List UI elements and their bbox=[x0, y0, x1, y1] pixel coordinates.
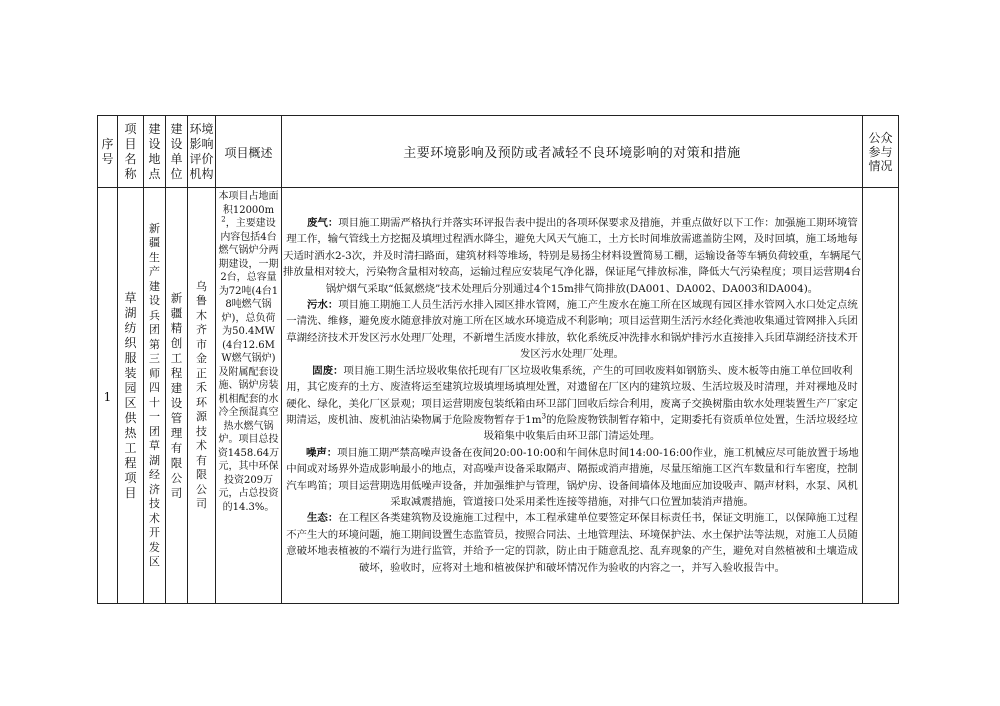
header-project-name: 项目名称 bbox=[118, 116, 144, 188]
overview-text: 本项目占地面积$12000m^2$，主要建设内容包括4台燃气锅炉分两期建设，一期2台，总容量为72吨(4台18吨燃气锅炉)，总负荷为50.4MW(4台12.6MW燃气锅炉)及附属配套设施、锅炉房装机相配套的水冷全预混真空热水燃气锅炉。项目总投资1458.64万元，其中环保投资209万元，占总投资的14.3%。 bbox=[217, 191, 280, 513]
cell-public bbox=[863, 188, 899, 604]
cell-location: 新疆生产建设兵团第三师四十一团草湖经济技术开发区 bbox=[144, 188, 166, 604]
header-location: 建设地点 bbox=[144, 116, 166, 188]
cell-builder: 新疆精创工程建设管理有限公司 bbox=[166, 188, 188, 604]
header-overview: 项目概述 bbox=[216, 116, 282, 188]
measure-noise: 噪声：项目施工期严禁高噪声设备在夜间20:00-10:00和午间休息时间14:00-16:00作业，施工机械应尽可能放置于场地中间或对场界外造成影响最小的地点，对高噪声设备采取隔声、隔振或消声措施，尽量压缩施工区汽车数量和行车密度，控制汽车鸣笛；项目运营期选用低噪声设备，并加强维护与管理，锅炉房、设备间墙体及地面应加设吸声、隔声材料，水泵、风机采取减震措施，管道接口处采用柔性连接等措施，对排气口位置加装消声措施。 bbox=[286, 446, 859, 508]
measure-solid: 固废：项目施工期生活垃圾收集依托现有厂区垃圾收集系统，产生的可回收废料如钢筋头、废木板等由施工单位回收利用，其它废弃的土方、废渣将运至建筑垃圾填埋场填埋处置，对遗留在厂区内的建筑垃圾、生活垃圾及时清理，并对裸地及时硬化、绿化，美化厂区景观；项目运营期废包装纸箱由环卫部门回收后综合利用，废离子交换树脂由软水处理装置生产厂家定期清运，废机油、废机油沾染物属于危险废物暂存于$1m^3$的危险废物铁制暂存箱中，定期委托有资质单位处置，生活垃圾经垃圾箱集中收集后由环卫部门清运处理。 bbox=[286, 364, 858, 443]
measure-gas: 废气：项目施工期需严格执行并落实环评报告表中提出的各项环保要求及措施，并重点做好以下工作：加强施工期环境管理工作，输气管线土方挖掘及填埋过程洒水降尘，避免大风天气施工，土方长时间堆放需遮盖防尘网，及时回填，施工场地每天适时洒水2-3次，并及时清扫路面，建筑材料等堆场，特别是易扬尘材料设置简易工棚，运输设备等车辆负荷较重，车辆尾气排放量相对较大，污染物含量相对较高，运输过程应安装尾气净化器，保证尾气排放标准，降低大气污染程度；项目运营期4台锅炉烟气采取“低氮燃烧”技术处理后分别通过4个15m排气筒排放(DA001、DA002、DA003和DA004)。 bbox=[282, 217, 862, 295]
header-row bbox=[98, 116, 899, 188]
cell-seq: 1 bbox=[98, 188, 118, 604]
header-eia-org: 环境影响评价机构 bbox=[188, 116, 216, 188]
header-seq: 序号 bbox=[98, 116, 118, 188]
cell-measures bbox=[282, 188, 863, 604]
eia-approval-table bbox=[97, 115, 899, 604]
cell-project-name: 草湖纺织服装园区供热工程项目 bbox=[118, 188, 144, 604]
measure-eco: 生态：在工程区各类建筑物及设施施工过程中，本工程承建单位要签定环保目标责任书，保证文明施工，以保障施工过程不产生大的环境问题，施工期间设置生态监管员，按照合同法、土地管理法、环境保护法、水土保护法等法规，对施工人员随意破坏地表植被的不端行为进行监管，并给予一定的罚款，防止由于随意乱挖、乱弃现象的产生，避免对自然植被和土壤造成破坏，验收时，应将对土地和植被保护和破坏情况作为验收的内容之一，并写入验收报告中。 bbox=[286, 512, 858, 574]
header-builder: 建设单位 bbox=[166, 116, 188, 188]
cell-overview bbox=[216, 188, 282, 604]
cell-eia-org: 乌鲁木齐市金正禾环源技术有限公司 bbox=[188, 188, 216, 604]
measure-water: 污水：项目施工期施工人员生活污水排入园区排水管网，施工产生废水在施工所在区域现有园区排水管网入水口处定点统一清洗、维修，避免废水随意排放对施工所在区域水环境造成不利影响；项目运营期生活污水经化粪池收集通过管网排入兵团草湖经济技术开发区污水处理厂处理，不新增生活废水排放，软化系统反冲洗排水和锅炉排污水直接排入兵团草湖经济技术开发区污水处理厂处理。 bbox=[286, 299, 858, 361]
header-measures: 主要环境影响及预防或者减轻不良环境影响的对策和措施 bbox=[282, 116, 863, 188]
header-public: 公众参与情况 bbox=[863, 116, 899, 188]
table-row bbox=[98, 188, 899, 604]
